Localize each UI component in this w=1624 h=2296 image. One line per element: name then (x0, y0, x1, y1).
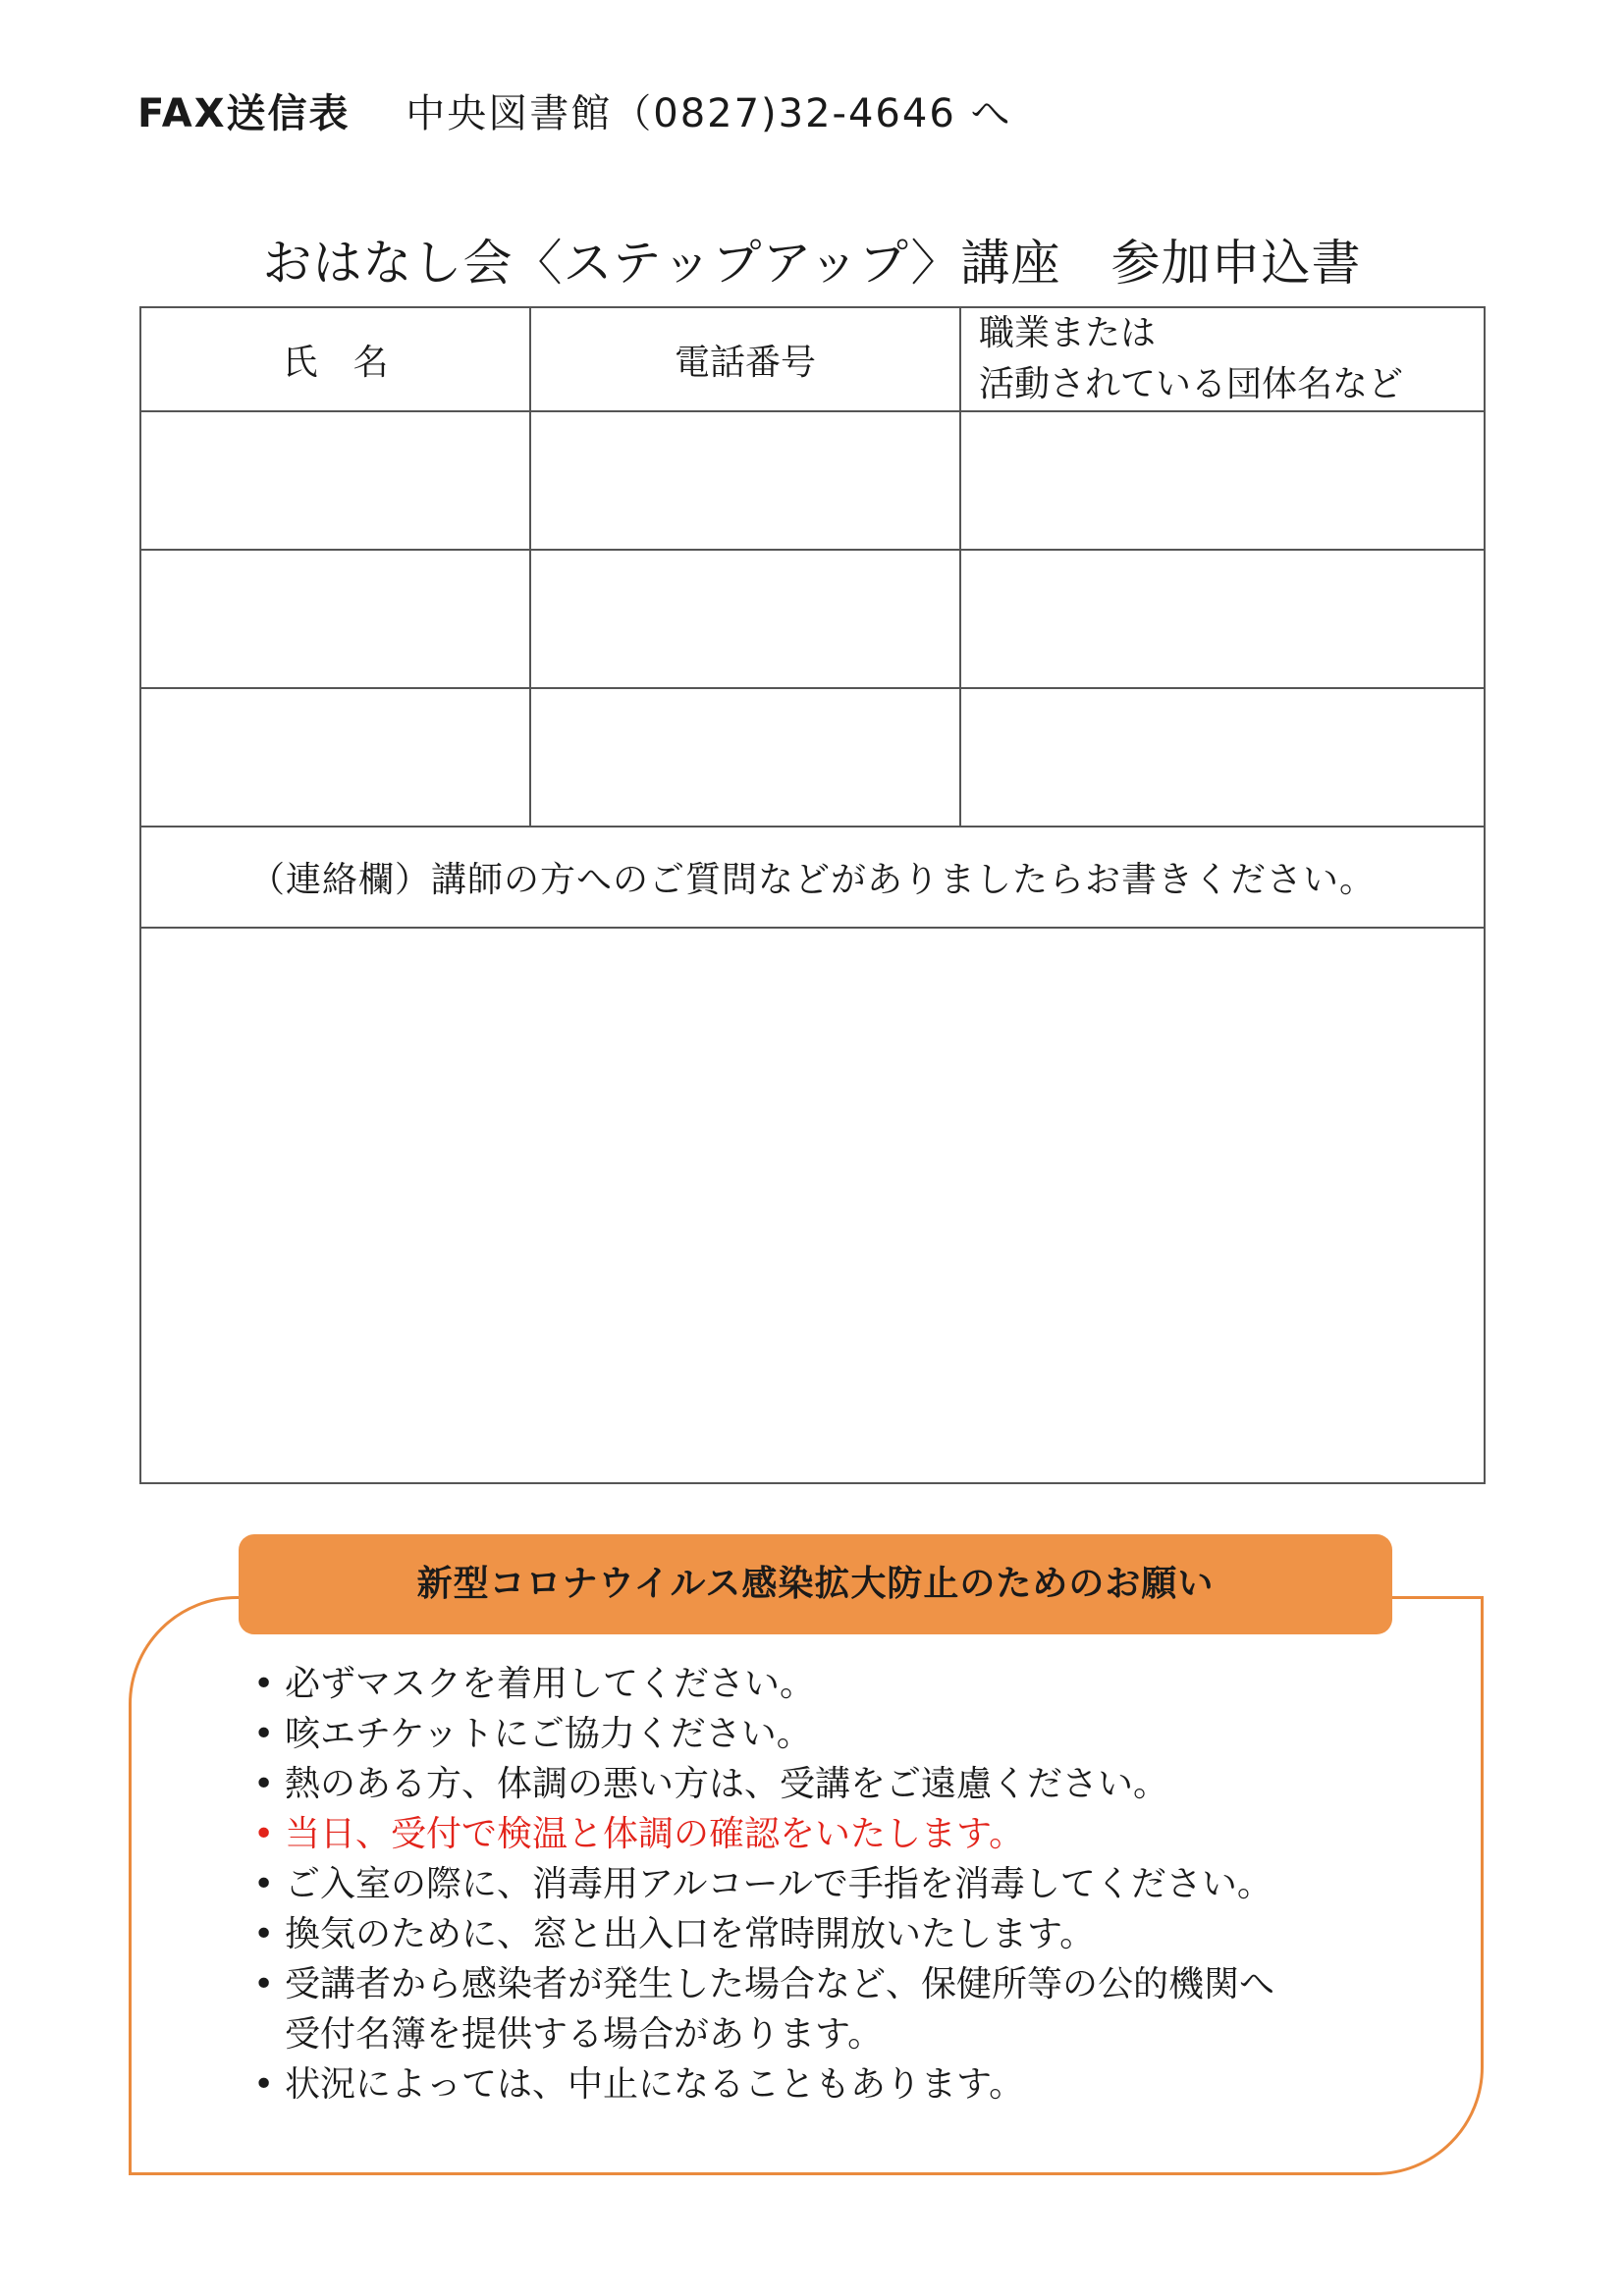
name-field[interactable] (140, 688, 530, 827)
notice-item-text: 必ずマスクを着用してください。 (285, 1664, 816, 1704)
occupation-column-header (960, 307, 1485, 411)
list-item-highlight (253, 1809, 1274, 1859)
name-field[interactable] (140, 411, 530, 550)
table-row (140, 550, 1485, 688)
name-field[interactable] (140, 550, 530, 688)
occupation-header-line1: 職業または (979, 313, 1157, 353)
table-row (140, 411, 1485, 550)
occupation-field[interactable] (960, 411, 1485, 550)
notice-item-text: 状況によっては、中止になることもあります。 (285, 2064, 1025, 2105)
list-item (253, 1709, 1274, 1759)
notice-item-text: 受付名簿を提供する場合があります。 (285, 2014, 884, 2055)
notice-list (253, 1659, 1274, 2109)
name-column-header: 氏 名 (140, 307, 530, 411)
bullet-icon: • (253, 1914, 275, 1954)
notice-item-text: 受講者から感染者が発生した場合など、保健所等の公的機関へ (285, 1964, 1275, 2004)
bullet-icon: • (253, 1964, 275, 2004)
bullet-icon: • (253, 1664, 275, 1704)
contact-label: （連絡欄）講師の方へのご質問などがありましたらお書きください。 (140, 827, 1485, 928)
list-item (253, 1859, 1274, 1909)
bullet-icon: • (253, 1814, 275, 1854)
list-item (253, 2059, 1274, 2109)
phone-field[interactable] (530, 550, 960, 688)
list-item (253, 1759, 1274, 1809)
phone-column-header: 電話番号 (530, 307, 960, 411)
notice-item-text: 当日、受付で検温と体調の確認をいたします。 (285, 1814, 1025, 1854)
list-item (253, 1909, 1274, 1959)
contact-label-row (140, 827, 1485, 928)
page-title: おはなし会〈ステップアップ〉講座 参加申込書 (262, 235, 1362, 292)
list-item (253, 1959, 1274, 2009)
phone-field[interactable] (530, 688, 960, 827)
bullet-icon: • (253, 1864, 275, 1904)
bullet-icon: • (253, 1764, 275, 1804)
contact-area-row (140, 928, 1485, 1483)
list-item-continuation (253, 2009, 1274, 2059)
fax-destination: 中央図書館（0827)32-4646 へ (406, 91, 1012, 136)
occupation-header-line2: 活動されている団体名など (979, 364, 1404, 404)
bullet-icon: • (253, 1714, 275, 1754)
notice-heading: 新型コロナウイルス感染拡大防止のためのお願い (239, 1534, 1392, 1634)
fax-label: FAX送信表 (137, 91, 351, 136)
phone-field[interactable] (530, 411, 960, 550)
occupation-field[interactable] (960, 550, 1485, 688)
notice-item-text: 換気のために、窓と出入口を常時開放いたします。 (285, 1914, 1096, 1954)
list-item (253, 1659, 1274, 1709)
notice-item-text: 咳エチケットにご協力ください。 (285, 1714, 812, 1754)
table-header-row (140, 307, 1485, 411)
table-row (140, 688, 1485, 827)
occupation-field[interactable] (960, 688, 1485, 827)
bullet-icon: • (253, 2064, 275, 2105)
application-form-table (139, 306, 1486, 1484)
notice-item-text: ご入室の際に、消毒用アルコールで手指を消毒してください。 (285, 1864, 1272, 1904)
notice-item-text: 熱のある方、体調の悪い方は、受講をご遠慮ください。 (285, 1764, 1169, 1804)
fax-header (137, 82, 1012, 138)
contact-area-field[interactable] (140, 928, 1485, 1483)
